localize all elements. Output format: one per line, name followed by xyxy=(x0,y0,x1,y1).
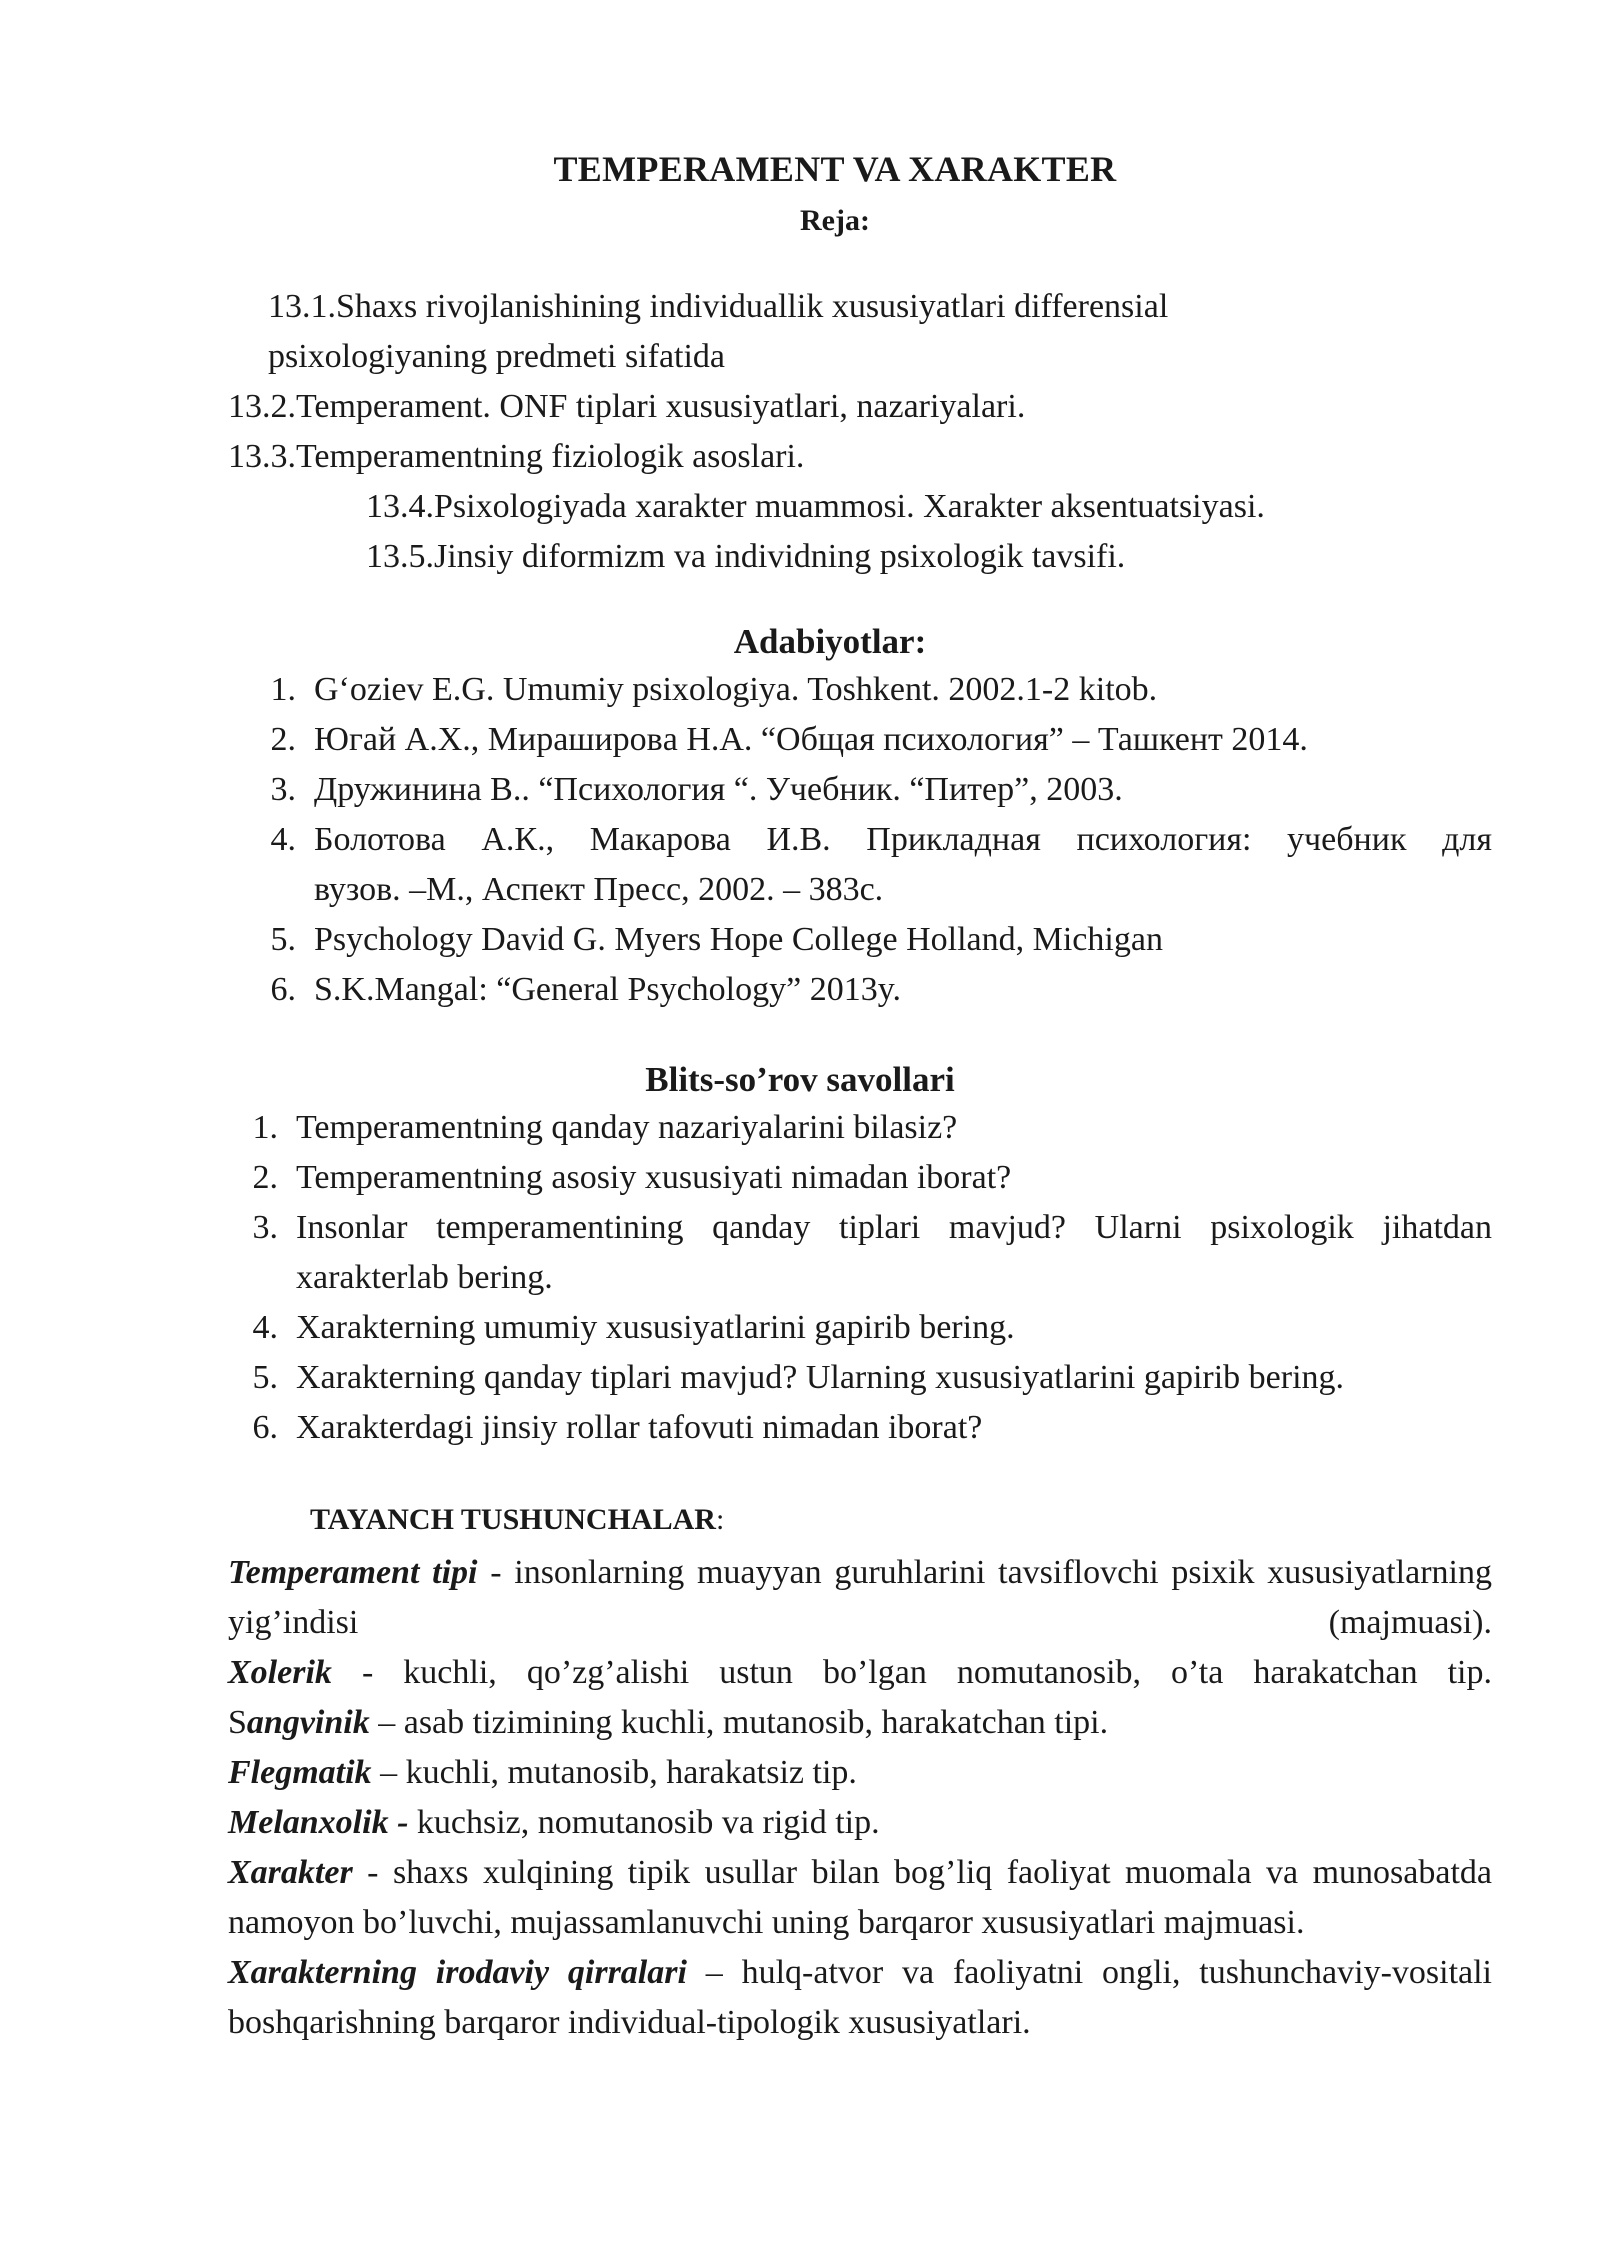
literature-item: 5. Psychology David G. Myers Hope College Holland, Michigan xyxy=(270,921,1163,958)
concepts-list xyxy=(228,1548,1492,2048)
concept-definition: - insonlarning muayyan guruhlarini tavsiflovchi psixik xususiyatlarning yig’indisi (majmuasi). xyxy=(228,1554,1492,1641)
concept-item xyxy=(228,1948,1492,2048)
page-title: TEMPERAMENT VA XARAKTER xyxy=(553,149,1117,189)
questions-list xyxy=(244,1103,1492,1453)
question-item: 3. Insonlar temperamentining qanday tiplari mavjud? Ularni psixologik jihatdan xyxy=(252,1209,1492,1246)
question-item: 1. Temperamentning qanday nazariyalarini bilasiz? xyxy=(252,1109,958,1146)
plan-item-3: 13.3.Temperamentning fiziologik asoslari. xyxy=(228,438,805,475)
question-item: 4. Xarakterning umumiy xususiyatlarini gapirib bering. xyxy=(252,1309,1015,1346)
concept-item xyxy=(228,1798,1492,1848)
literature-item: 4. Болотова А.К., Макарова И.В. Прикладная психология: учебник для xyxy=(270,821,1492,858)
concept-definition: - shaxs xulqining tipik usullar bilan bog’liq faoliyat muomala va munosabatda namoyon bo’luvchi, mujassamlanuvchi uning barqaror xususiyatlari majmuasi. xyxy=(228,1854,1492,1941)
questions-heading: Blits-so’rov savollari xyxy=(645,1060,955,1099)
concept-term: Temperament tipi xyxy=(228,1554,478,1591)
concept-term: angvinik xyxy=(246,1704,370,1741)
concept-item xyxy=(228,1548,1492,1648)
concept-term: Flegmatik xyxy=(228,1754,372,1791)
plan-item-5: 13.5.Jinsiy diformizm va individning psixologik tavsifi. xyxy=(366,538,1126,575)
literature-item: 1. G‘oziev E.G. Umumiy psixologiya. Toshkent. 2002.1-2 kitob. xyxy=(270,671,1158,708)
concept-term: Xarakterning irodaviy qirralari xyxy=(228,1954,687,1991)
question-item: 2. Temperamentning asosiy xususiyati nimadan iborat? xyxy=(252,1159,1012,1196)
concept-definition: – kuchli, mutanosib, harakatsiz tip. xyxy=(371,1754,857,1791)
concept-definition: - kuchli, qo’zg’alishi ustun bo’lgan nomutanosib, o’ta harakatchan tip. xyxy=(331,1654,1492,1691)
question-item-continued: xarakterlab bering. xyxy=(296,1259,553,1296)
literature-heading: Adabiyotlar: xyxy=(733,622,927,661)
concept-item xyxy=(228,1748,1492,1798)
concepts-heading: TAYANCH TUSHUNCHALAR: xyxy=(310,1503,725,1536)
plan-item-1-continued: psixologiyaning predmeti sifatida xyxy=(268,338,726,375)
plan-item-1: 13.1.Shaxs rivojlanishining individuallik xususiyatlari differensial xyxy=(268,288,1169,325)
plan-item-4: 13.4.Psixologiyada xarakter muammosi. Xarakter aksentuatsiyasi. xyxy=(366,488,1265,525)
concept-item xyxy=(228,1848,1492,1948)
literature-item: 6. S.K.Mangal: “General Psychology” 2013y. xyxy=(270,971,902,1008)
concept-definition: kuchsiz, nomutanosib va rigid tip. xyxy=(408,1804,880,1841)
question-item: 5. Xarakterning qanday tiplari mavjud? Ularning xususiyatlarini gapirib bering. xyxy=(252,1359,1345,1396)
literature-item: 3. Дружинина В.. “Психология “. Учебник. “Питер”, 2003. xyxy=(270,771,1123,808)
literature-list xyxy=(262,665,1492,1015)
concept-definition: – hulq-atvor va faoliyatni ongli, tushunchaviy-vositali boshqarishning barqaror individual-tipologik xususiyatlari. xyxy=(228,1954,1493,2041)
concept-item: Sangvinik – asab tizimining kuchli, mutanosib, harakatchan tipi. xyxy=(228,1704,1109,1741)
question-item: 6. Xarakterdagi jinsiy rollar tafovuti nimadan iborat? xyxy=(252,1409,983,1446)
plan-heading: Reja: xyxy=(800,204,870,237)
concept-term: Xolerik xyxy=(228,1654,332,1691)
concept-term: Melanxolik - xyxy=(228,1804,409,1841)
concept-definition: – asab tizimining kuchli, mutanosib, harakatchan tipi. xyxy=(369,1704,1109,1741)
literature-item-continued: вузов. –М., Аспект Пресс, 2002. – 383с. xyxy=(314,871,884,908)
plan-item-2: 13.2.Temperament. ONF tiplari xususiyatlari, nazariyalari. xyxy=(228,388,1026,425)
concept-item xyxy=(228,1648,1492,1698)
literature-item: 2. Югай А.Х., Мирашировa Н.А. “Общая психология” – Ташкент 2014. xyxy=(270,721,1308,758)
concept-term: Xarakter xyxy=(228,1854,353,1891)
